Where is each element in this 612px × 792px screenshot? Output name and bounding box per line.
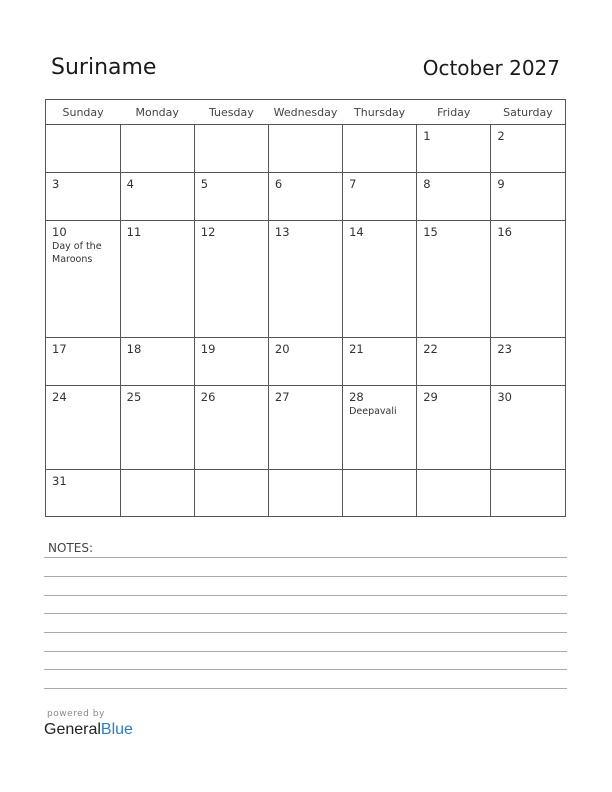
day-number: 6 bbox=[274, 177, 283, 192]
day-cell bbox=[194, 173, 268, 221]
day-cell bbox=[417, 337, 491, 385]
day-number: 23 bbox=[497, 341, 512, 356]
logo-blue: Blue bbox=[100, 721, 133, 738]
note-line bbox=[44, 595, 567, 596]
day-cell bbox=[268, 385, 342, 469]
weekday-header: Friday bbox=[417, 100, 491, 125]
empty-day-cell bbox=[491, 469, 565, 516]
day-cell bbox=[194, 337, 268, 385]
day-number: 11 bbox=[126, 225, 142, 240]
weekday-header: Saturday bbox=[491, 100, 565, 125]
weekday-header: Monday bbox=[120, 100, 194, 125]
holiday-label: Deepavali bbox=[349, 405, 397, 417]
day-cell bbox=[120, 337, 194, 385]
day-cell bbox=[194, 385, 268, 469]
note-line bbox=[44, 688, 567, 689]
day-cell bbox=[268, 337, 342, 385]
day-cell bbox=[343, 173, 417, 221]
day-number: 4 bbox=[126, 177, 134, 192]
empty-day-cell bbox=[268, 469, 342, 516]
day-number: 29 bbox=[423, 389, 438, 404]
holiday-label: Day of the Maroons bbox=[52, 241, 102, 266]
day-cell bbox=[46, 469, 120, 516]
day-number: 27 bbox=[274, 389, 290, 404]
day-number: 21 bbox=[349, 341, 364, 356]
day-number: 30 bbox=[497, 389, 512, 404]
day-cell bbox=[491, 385, 565, 469]
day-cell bbox=[46, 385, 120, 469]
day-number: 1 bbox=[423, 129, 431, 143]
empty-day-cell bbox=[194, 125, 268, 173]
day-cell bbox=[343, 385, 417, 469]
day-cell bbox=[46, 173, 120, 221]
country-title: Suriname bbox=[51, 55, 157, 80]
week-row bbox=[46, 469, 565, 516]
logo-general: General bbox=[44, 721, 101, 738]
weekday-header: Wednesday bbox=[268, 100, 342, 125]
day-number: 17 bbox=[52, 341, 67, 356]
day-cell bbox=[417, 125, 491, 173]
day-number: 3 bbox=[52, 177, 60, 192]
week-row bbox=[46, 125, 565, 173]
day-number: 26 bbox=[200, 389, 216, 404]
day-number: 14 bbox=[349, 225, 364, 240]
empty-day-cell bbox=[343, 469, 417, 516]
weekday-header: Sunday bbox=[46, 100, 120, 125]
day-cell bbox=[491, 337, 565, 385]
generalblue-logo[interactable] bbox=[44, 721, 133, 739]
empty-day-cell bbox=[46, 125, 120, 173]
empty-day-cell bbox=[417, 469, 491, 516]
month-title: October 2027 bbox=[422, 56, 560, 80]
empty-day-cell bbox=[194, 469, 268, 516]
day-number: 28 bbox=[349, 389, 364, 404]
day-number: 22 bbox=[423, 341, 438, 356]
day-cell bbox=[343, 221, 417, 338]
day-cell bbox=[46, 221, 120, 338]
day-cell bbox=[417, 385, 491, 469]
day-number: 15 bbox=[423, 225, 438, 240]
note-line bbox=[44, 669, 567, 670]
day-number: 2 bbox=[497, 129, 505, 143]
day-cell bbox=[268, 173, 342, 221]
empty-day-cell bbox=[268, 125, 342, 173]
day-cell bbox=[194, 221, 268, 338]
day-cell bbox=[491, 173, 565, 221]
day-number: 19 bbox=[200, 341, 216, 356]
day-number: 16 bbox=[497, 225, 512, 240]
empty-day-cell bbox=[343, 125, 417, 173]
day-number: 13 bbox=[274, 225, 290, 240]
week-row bbox=[46, 385, 565, 469]
week-row bbox=[46, 173, 565, 221]
day-cell bbox=[120, 385, 194, 469]
empty-day-cell bbox=[120, 469, 194, 516]
day-number: 9 bbox=[497, 177, 505, 192]
weekday-header-row bbox=[46, 100, 565, 125]
day-cell bbox=[417, 173, 491, 221]
note-line bbox=[44, 557, 567, 558]
day-number: 7 bbox=[349, 177, 357, 192]
note-line bbox=[44, 576, 567, 577]
day-number: 12 bbox=[200, 225, 216, 240]
day-cell bbox=[417, 221, 491, 338]
day-cell bbox=[120, 173, 194, 221]
week-row bbox=[46, 221, 565, 338]
day-number: 25 bbox=[126, 389, 142, 404]
day-number: 18 bbox=[126, 341, 142, 356]
day-number: 8 bbox=[423, 177, 431, 192]
day-number: 10 bbox=[52, 225, 67, 240]
day-number: 20 bbox=[274, 341, 290, 356]
note-line bbox=[44, 651, 567, 652]
day-cell bbox=[268, 221, 342, 338]
day-cell bbox=[46, 337, 120, 385]
week-row bbox=[46, 337, 565, 385]
weekday-header: Thursday bbox=[343, 100, 417, 125]
calendar-grid bbox=[45, 99, 566, 517]
powered-by-text: powered by bbox=[47, 709, 105, 719]
day-cell bbox=[343, 337, 417, 385]
day-number: 24 bbox=[52, 389, 67, 404]
day-number: 31 bbox=[52, 473, 67, 488]
weekday-header: Tuesday bbox=[194, 100, 268, 125]
note-line bbox=[44, 632, 567, 633]
day-cell bbox=[120, 221, 194, 338]
empty-day-cell bbox=[120, 125, 194, 173]
day-number: 5 bbox=[200, 177, 209, 192]
day-cell bbox=[491, 125, 565, 173]
notes-label: NOTES: bbox=[48, 541, 93, 555]
day-cell bbox=[491, 221, 565, 338]
note-line bbox=[44, 613, 567, 614]
